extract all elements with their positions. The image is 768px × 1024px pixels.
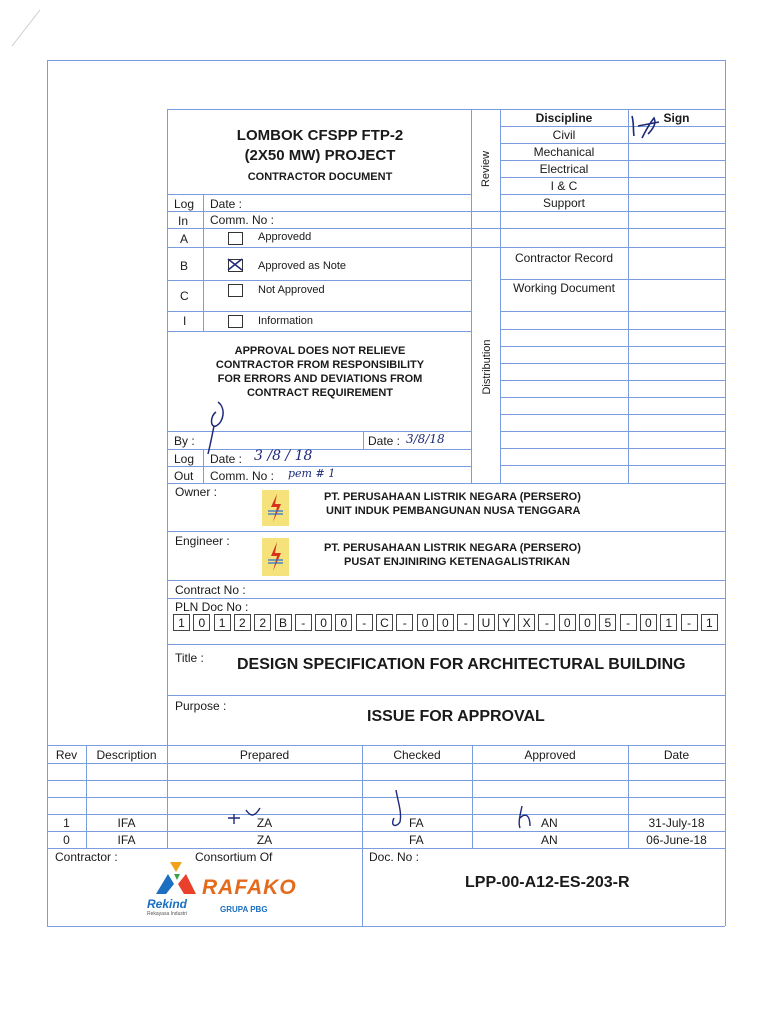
disclaimer-line1: APPROVAL DOES NOT RELIEVE bbox=[234, 345, 406, 357]
log-in-date-label: Date : bbox=[210, 197, 243, 211]
status-checkbox-i[interactable] bbox=[228, 315, 243, 328]
distribution-working-document: Working Document bbox=[513, 281, 615, 295]
approver-signature bbox=[196, 398, 236, 458]
disclaimer-line3: FOR ERRORS AND DEVIATIONS FROM bbox=[217, 373, 423, 385]
status-code-a: A bbox=[180, 232, 189, 246]
discipline-header: Discipline bbox=[535, 111, 593, 125]
pln-doc-cell: 0 bbox=[640, 614, 657, 631]
distribution-label: Distribution bbox=[481, 339, 493, 395]
purpose-label: Purpose : bbox=[175, 699, 227, 713]
stamp-left bbox=[167, 109, 168, 745]
contract-no-label: Contract No : bbox=[175, 583, 246, 597]
pln-logo-owner bbox=[262, 490, 289, 526]
owner-line1: PT. PERUSAHAAN LISTRIK NEGARA (PERSERO) bbox=[324, 491, 581, 503]
discipline-ic: I & C bbox=[550, 179, 578, 193]
pln-doc-cell: B bbox=[275, 614, 292, 631]
pln-doc-cell: 0 bbox=[417, 614, 434, 631]
pln-doc-cell: 2 bbox=[234, 614, 251, 631]
pln-doc-cell: 1 bbox=[214, 614, 231, 631]
prepared-header: Prepared bbox=[239, 748, 290, 762]
status-label-b: Approved as Note bbox=[258, 260, 347, 272]
status-label-a: Approvedd bbox=[258, 231, 312, 243]
log-in-comm-label: Comm. No : bbox=[210, 213, 275, 227]
pln-doc-cell: 0 bbox=[437, 614, 454, 631]
review-label: Review bbox=[480, 150, 492, 188]
log-out-log: Log bbox=[174, 452, 195, 466]
pln-doc-cell: - bbox=[620, 614, 637, 631]
rev-header: Rev bbox=[55, 748, 78, 762]
approved-header: Approved bbox=[524, 748, 576, 762]
pln-doc-cell: 1 bbox=[173, 614, 190, 631]
table-row-0-rev: 0 bbox=[63, 833, 70, 847]
pln-doc-cell: X bbox=[518, 614, 535, 631]
doc-no-value: LPP-00-A12-ES-203-R bbox=[465, 874, 630, 891]
purpose-value: ISSUE FOR APPROVAL bbox=[367, 708, 545, 725]
status-code-b: B bbox=[180, 259, 189, 273]
status-label-i: Information bbox=[258, 315, 314, 327]
table-row-1-rev: 1 bbox=[63, 816, 70, 830]
title-value: DESIGN SPECIFICATION FOR ARCHITECTURAL BUILDING bbox=[237, 656, 686, 673]
doc-no-label: Doc. No : bbox=[369, 850, 420, 864]
frame-top bbox=[47, 60, 725, 61]
status-code-i: I bbox=[183, 314, 187, 328]
table-row-0-checked: FA bbox=[409, 833, 424, 847]
table-row-1-prepared: ZA bbox=[256, 816, 273, 830]
pln-logo-engineer bbox=[262, 538, 289, 576]
table-row-1-description: IFA bbox=[117, 816, 136, 830]
status-checkbox-a[interactable] bbox=[228, 232, 243, 245]
consortium-label: Consortium Of bbox=[195, 850, 273, 864]
discipline-electrical: Electrical bbox=[539, 162, 589, 176]
lightning-icon bbox=[262, 490, 289, 526]
discipline-mechanical: Mechanical bbox=[533, 145, 595, 159]
checked-header: Checked bbox=[393, 748, 441, 762]
date-header: Date bbox=[663, 748, 690, 762]
pln-doc-cell: - bbox=[457, 614, 474, 631]
pln-doc-cell: - bbox=[356, 614, 373, 631]
log-out-date-value: 3 /8 / 18 bbox=[254, 448, 313, 464]
table-row-1-date: 31-July-18 bbox=[648, 816, 705, 830]
status-label-c: Not Approved bbox=[258, 284, 325, 296]
project-title-line1: LOMBOK CFSPP FTP-2 bbox=[236, 127, 404, 144]
pln-doc-cell: U bbox=[478, 614, 495, 631]
status-checkbox-c[interactable] bbox=[228, 284, 243, 297]
frame-right bbox=[725, 60, 726, 926]
pln-doc-cell: C bbox=[376, 614, 393, 631]
by-date-value: 3/8/18 bbox=[406, 432, 445, 446]
sign-header: Sign bbox=[663, 111, 690, 125]
by-date-label: Date : bbox=[368, 434, 401, 448]
frame-bottom bbox=[47, 926, 725, 927]
engineer-line2: PUSAT ENJINIRING KETENAGALISTRIKAN bbox=[344, 556, 570, 568]
rafako-wordmark: RAFAKO bbox=[202, 876, 297, 899]
description-header: Description bbox=[96, 748, 157, 762]
log-out-comm-value: pem # 1 bbox=[288, 467, 336, 480]
disclaimer-line2: CONTRACTOR FROM RESPONSIBILITY bbox=[215, 359, 425, 371]
pln-doc-cell: 5 bbox=[599, 614, 616, 631]
by-label: By : bbox=[174, 434, 195, 448]
log-out-out: Out bbox=[174, 469, 194, 483]
lightning-icon bbox=[262, 538, 289, 576]
log-in-log: Log bbox=[174, 197, 195, 211]
discipline-support: Support bbox=[542, 196, 586, 210]
owner-line2: UNIT INDUK PEMBANGUNAN NUSA TENGGARA bbox=[326, 505, 581, 517]
distribution-contractor-record: Contractor Record bbox=[514, 251, 614, 265]
rekind-wordmark: Rekind bbox=[147, 897, 188, 911]
pln-doc-cell: 0 bbox=[335, 614, 352, 631]
title-label: Title : bbox=[175, 651, 204, 665]
status-code-c: C bbox=[180, 289, 189, 303]
engineer-line1: PT. PERUSAHAAN LISTRIK NEGARA (PERSERO) bbox=[324, 542, 581, 554]
checkmark-icon bbox=[226, 256, 246, 273]
pln-doc-cell: 0 bbox=[559, 614, 576, 631]
pln-doc-cell: 1 bbox=[701, 614, 718, 631]
log-out-comm-label: Comm. No : bbox=[210, 469, 275, 483]
table-row-0-approved: AN bbox=[541, 833, 558, 847]
table-row-0-prepared: ZA bbox=[256, 833, 273, 847]
civil-signature bbox=[624, 108, 674, 158]
pln-doc-label: PLN Doc No : bbox=[175, 600, 249, 614]
doc-type: CONTRACTOR DOCUMENT bbox=[247, 171, 393, 183]
table-row-0-description: IFA bbox=[117, 833, 136, 847]
rafako-subtitle: GRUPA PBG bbox=[220, 905, 268, 914]
pln-doc-cell: - bbox=[538, 614, 555, 631]
discipline-civil: Civil bbox=[552, 128, 576, 142]
pln-doc-cell: 2 bbox=[254, 614, 271, 631]
pln-doc-cell: 0 bbox=[315, 614, 332, 631]
log-in-in: In bbox=[178, 214, 189, 228]
contractor-label: Contractor : bbox=[55, 850, 118, 864]
scan-mark bbox=[4, 4, 44, 54]
table-row-1-checked: FA bbox=[409, 816, 424, 830]
pln-doc-cell: 0 bbox=[579, 614, 596, 631]
log-out-date-label: Date : bbox=[210, 452, 243, 466]
owner-label: Owner : bbox=[175, 485, 218, 499]
rekind-logo-icon bbox=[152, 860, 198, 898]
table-row-1-approved: AN bbox=[541, 816, 558, 830]
disclaimer-line4: CONTRACT REQUIREMENT bbox=[246, 387, 394, 399]
project-title-line2: (2X50 MW) PROJECT bbox=[244, 147, 396, 164]
pln-doc-cell: - bbox=[396, 614, 413, 631]
pln-doc-cell: - bbox=[295, 614, 312, 631]
pln-doc-cell: 0 bbox=[193, 614, 210, 631]
engineer-label: Engineer : bbox=[175, 534, 230, 548]
pln-doc-cell: 1 bbox=[660, 614, 677, 631]
pln-doc-cell: - bbox=[681, 614, 698, 631]
rekind-subtitle: Rekayasa Industri bbox=[147, 911, 188, 917]
pln-doc-cell: Y bbox=[498, 614, 515, 631]
table-row-0-date: 06-June-18 bbox=[646, 833, 707, 847]
row-signatures bbox=[220, 788, 550, 838]
